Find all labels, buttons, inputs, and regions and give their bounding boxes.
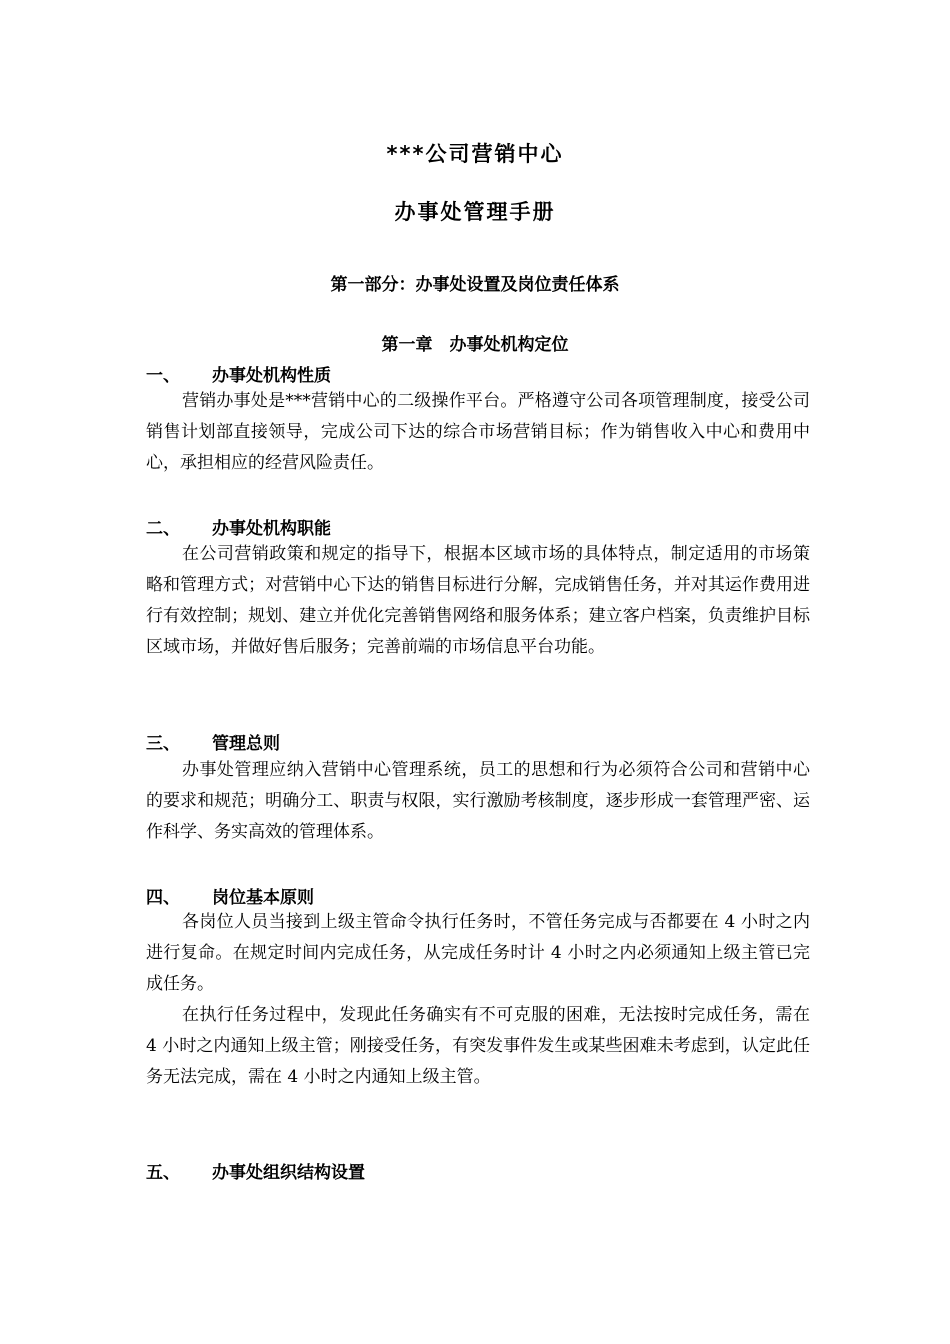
section-number: 五、 bbox=[146, 1163, 180, 1183]
document-title: ***公司营销中心 bbox=[386, 142, 564, 166]
paragraph: 在执行任务过程中，发现此任务确实有不可克服的困难，无法按时完成任务，需在 4 小时之内通知上级主管；刚接受任务，有突发事件发生或某些困难未考虑到，认定此任务无法完成，需在 4 小时之内通知上级主管。 bbox=[146, 1005, 810, 1087]
section-heading-2 bbox=[146, 514, 826, 539]
section-heading-4 bbox=[146, 883, 826, 908]
section-title: 管理总则 bbox=[212, 734, 280, 754]
section-number: 一、 bbox=[146, 366, 180, 386]
section-title: 办事处机构性质 bbox=[212, 366, 331, 386]
section-number: 三、 bbox=[146, 734, 180, 754]
section-heading-3 bbox=[146, 729, 826, 754]
section-title: 办事处组织结构设置 bbox=[212, 1163, 365, 1183]
document-subtitle: 办事处管理手册 bbox=[394, 200, 556, 224]
part-title: 第一部分：办事处设置及岗位责任体系 bbox=[330, 275, 620, 295]
section-number: 四、 bbox=[146, 888, 180, 908]
section-heading-5 bbox=[146, 1158, 826, 1183]
chapter-title: 第一章 办事处机构定位 bbox=[381, 335, 569, 355]
paragraph: 营销办事处是***营销中心的二级操作平台。严格遵守公司各项管理制度，接受公司销售计划部直接领导，完成公司下达的综合市场营销目标；作为销售收入中心和费用中心，承担相应的经营风险责任。 bbox=[146, 391, 810, 473]
paragraph: 各岗位人员当接到上级主管命令执行任务时，不管任务完成与否都要在 4 小时之内进行复命。在规定时间内完成任务，从完成任务时计 4 小时之内必须通知上级主管已完成任务。 bbox=[146, 912, 810, 994]
section-heading-1 bbox=[146, 361, 826, 386]
section-title: 办事处机构职能 bbox=[212, 519, 331, 539]
section-title: 岗位基本原则 bbox=[212, 888, 314, 908]
section-number: 二、 bbox=[146, 519, 180, 539]
paragraph: 在公司营销政策和规定的指导下，根据本区域市场的具体特点，制定适用的市场策略和管理方式；对营销中心下达的销售目标进行分解，完成销售任务，并对其运作费用进行有效控制；规划、建立并优化完善销售网络和服务体系；建立客户档案，负责维护目标区域市场，并做好售后服务；完善前端的市场信息平台功能。 bbox=[146, 544, 810, 657]
paragraph: 办事处管理应纳入营销中心管理系统，员工的思想和行为必须符合公司和营销中心的要求和规范；明确分工、职责与权限，实行激励考核制度，逐步形成一套管理严密、运作科学、务实高效的管理体系。 bbox=[146, 760, 810, 842]
